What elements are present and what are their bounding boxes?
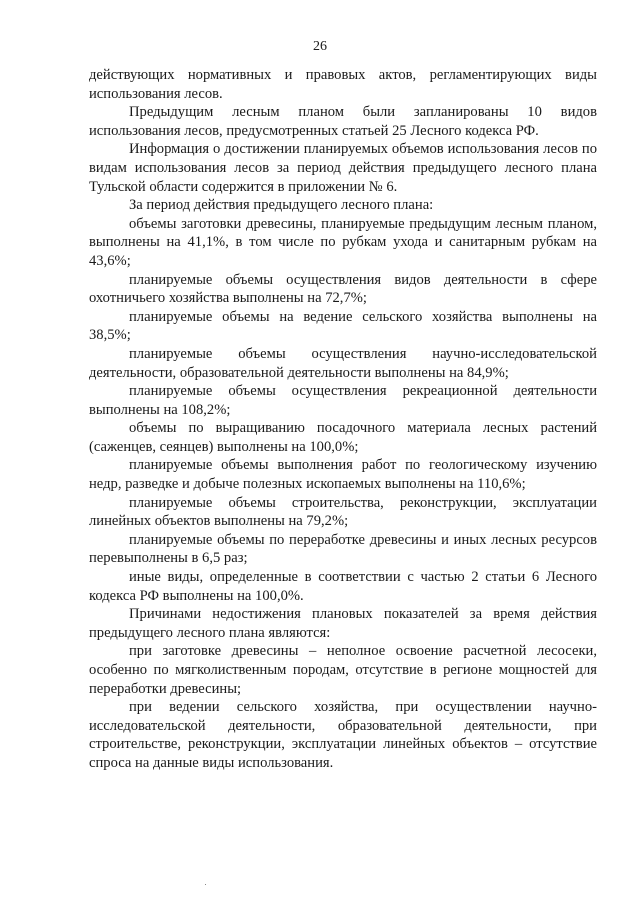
paragraph-reasons-intro: Причинами недостижения плановых показателей за время действия предыдущего лесного плана являются: bbox=[89, 606, 597, 641]
list-item-wood-processing: планируемые объемы по переработке древесины и иных лесных ресурсов перевыполнены в 6,5 раз; bbox=[89, 531, 597, 567]
paragraph-continuation: действующих нормативных и правовых актов, регламентирующих виды использования лесов. bbox=[89, 67, 597, 102]
list-item-agriculture: планируемые объемы на ведение сельского хозяйства выполнены на 38,5%; bbox=[89, 308, 597, 344]
list-item-reason-demand: при ведении сельского хозяйства, при осуществлении научно-исследовательской деятельности, образовательной деятельности, при строительстве, реконструкции, эксплуатации линейных объектов – отсутствие спроса на данные виды использования. bbox=[89, 699, 597, 771]
list-item-recreation: планируемые объемы осуществления рекреационной деятельности выполнены на 108,2%; bbox=[89, 383, 597, 418]
page-number: 26 bbox=[313, 39, 327, 54]
list-item-timber-harvest: объемы заготовки древесины, планируемые предыдущим лесным планом, выполнены на 41,1%, в том числе по рубкам ухода и санитарным рубкам на 43,6%; bbox=[89, 215, 597, 269]
list-item-research-education: планируемые объемы осуществления научно-исследовательской деятельности, образовательной деятельности выполнены на 84,9%; bbox=[89, 345, 597, 381]
paragraph-appendix-reference: Информация о достижении планируемых объемов использования лесов по видам использования лесов за период действия предыдущего лесного плана Тульской области содержится в приложении № 6. bbox=[89, 141, 597, 195]
scan-artifact bbox=[205, 884, 206, 885]
list-item-linear-objects: планируемые объемы строительства, реконструкции, эксплуатации линейных объектов выполнены на 79,2%; bbox=[89, 494, 597, 530]
paragraph-previous-plan-types: Предыдущим лесным планом были запланированы 10 видов использования лесов, предусмотренных статьей 25 Лесного кодекса РФ. bbox=[89, 104, 597, 139]
paragraph-period-intro: За период действия предыдущего лесного плана: bbox=[129, 197, 434, 214]
document-body bbox=[89, 66, 597, 773]
list-item-other-types: иные виды, определенные в соответствии с частью 2 статьи 6 Лесного кодекса РФ выполнены на 100,0%. bbox=[89, 569, 597, 604]
list-item-reason-harvest: при заготовке древесины – неполное освоение расчетной лесосеки, особенно по мягколиственным породам, отсутствие в регионе мощностей для переработки древесины; bbox=[89, 643, 597, 697]
list-item-hunting: планируемые объемы осуществления видов деятельности в сфере охотничьего хозяйства выполнены на 72,7%; bbox=[89, 271, 597, 307]
list-item-planting-material: объемы по выращиванию посадочного материала лесных растений (саженцев, сеянцев) выполнены на 100,0%; bbox=[89, 420, 597, 455]
list-item-geology: планируемые объемы выполнения работ по геологическому изучению недр, разведке и добыче полезных ископаемых выполнены на 110,6%; bbox=[89, 457, 597, 493]
